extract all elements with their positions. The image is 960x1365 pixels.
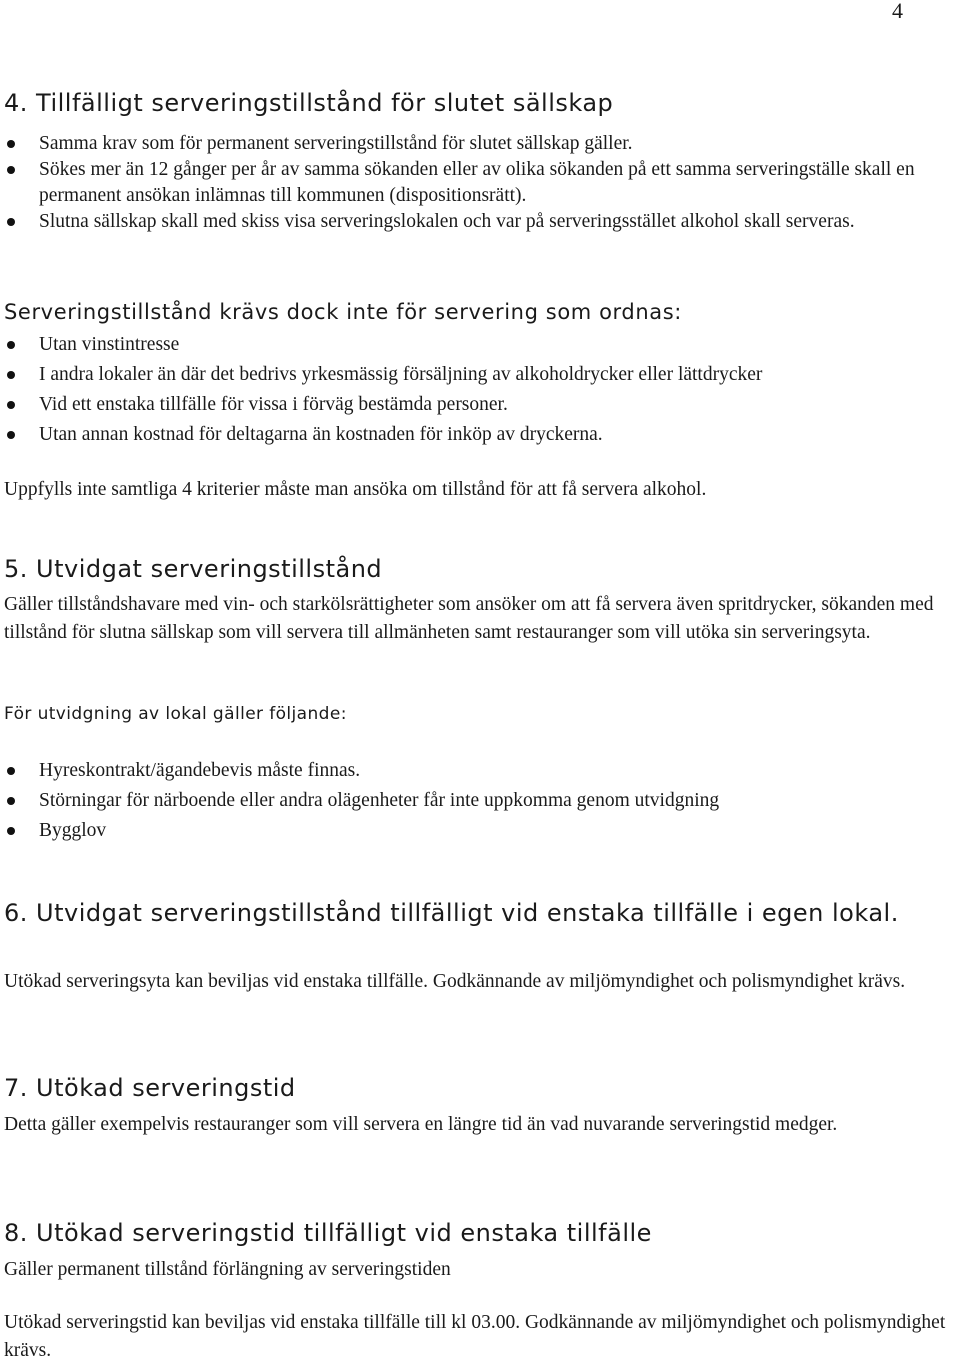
- section-8-paragraph-2: Utökad serveringstid kan beviljas vid enstaka tillfälle till kl 03.00. Godkännande av miljömyndighet och polismyndighet krävs.: [4, 1312, 946, 1361]
- section-6-heading: 6. Utvidgat serveringstillstånd tillfälligt vid enstaka tillfälle i egen lokal.: [4, 899, 899, 927]
- bullet-icon: [7, 371, 15, 379]
- bullet-icon: [7, 341, 15, 349]
- section-4-heading: 4. Tillfälligt serveringstillstånd för slutet sällskap: [4, 89, 614, 117]
- list-item: Utan annan kostnad för deltagarna än kostnaden för inköp av dryckerna.: [0, 420, 955, 450]
- list-item: Sökes mer än 12 gånger per år av samma sökanden eller av olika sökanden på ett samma serveringställe skall en permanent ansökan inlämnas till kommunen (dispositionsrätt).: [0, 157, 955, 209]
- section-7-paragraph: Detta gäller exempelvis restauranger som vill servera en längre tid än vad nuvarande serveringstid medger.: [4, 1114, 838, 1135]
- section-5-subheading: För utvidgning av lokal gäller följande:: [4, 704, 347, 724]
- section-4-bullet-list: [0, 131, 955, 235]
- list-item: Utan vinstintresse: [0, 330, 955, 360]
- section-5-paragraph: Gäller tillståndshavare med vin- och starkölsrättigheter som ansöker om att få servera även spritdrycker, sökanden med tillstånd för slutna sällskap som vill servera till allmänheten samt restauranger som vill utöka sin serveringsyta.: [4, 594, 934, 643]
- bullet-icon: [7, 827, 15, 835]
- bullet-icon: [7, 797, 15, 805]
- bullet-icon: [7, 431, 15, 439]
- bullet-icon: [7, 166, 15, 174]
- page-number: 4: [892, 0, 903, 23]
- bullet-icon: [7, 218, 15, 226]
- section-6-paragraph: Utökad serveringsyta kan beviljas vid enstaka tillfälle. Godkännande av miljömyndighet och polismyndighet krävs.: [4, 971, 906, 992]
- criteria-note: Uppfylls inte samtliga 4 kriterier måste man ansöka om tillstånd för att få servera alkohol.: [4, 479, 707, 500]
- list-item: Störningar för närboende eller andra olägenheter får inte uppkomma genom utvidgning: [0, 786, 955, 816]
- bullet-icon: [7, 767, 15, 775]
- section-4-subheading: Serveringstillstånd krävs dock inte för servering som ordnas:: [4, 300, 682, 324]
- section-5-bullet-list: [0, 756, 955, 846]
- list-item: Samma krav som för permanent serveringstillstånd för slutet sällskap gäller.: [0, 131, 955, 157]
- section-8-paragraph-1: Gäller permanent tillstånd förlängning av serveringstiden: [4, 1259, 451, 1280]
- bullet-icon: [7, 401, 15, 409]
- list-item: Vid ett enstaka tillfälle för vissa i förväg bestämda personer.: [0, 390, 955, 420]
- section-7-heading: 7. Utökad serveringstid: [4, 1074, 296, 1102]
- list-item: Bygglov: [0, 816, 955, 846]
- list-item: Slutna sällskap skall med skiss visa serveringslokalen och var på serveringsstället alkohol skall serveras.: [0, 209, 955, 235]
- list-item: Hyreskontrakt/ägandebevis måste finnas.: [0, 756, 955, 786]
- section-8-heading: 8. Utökad serveringstid tillfälligt vid enstaka tillfälle: [4, 1219, 652, 1247]
- criteria-list: [0, 330, 955, 450]
- bullet-icon: [7, 140, 15, 148]
- list-item: I andra lokaler än där det bedrivs yrkesmässig försäljning av alkoholdrycker eller lättdrycker: [0, 360, 955, 390]
- section-5-heading: 5. Utvidgat serveringstillstånd: [4, 555, 383, 583]
